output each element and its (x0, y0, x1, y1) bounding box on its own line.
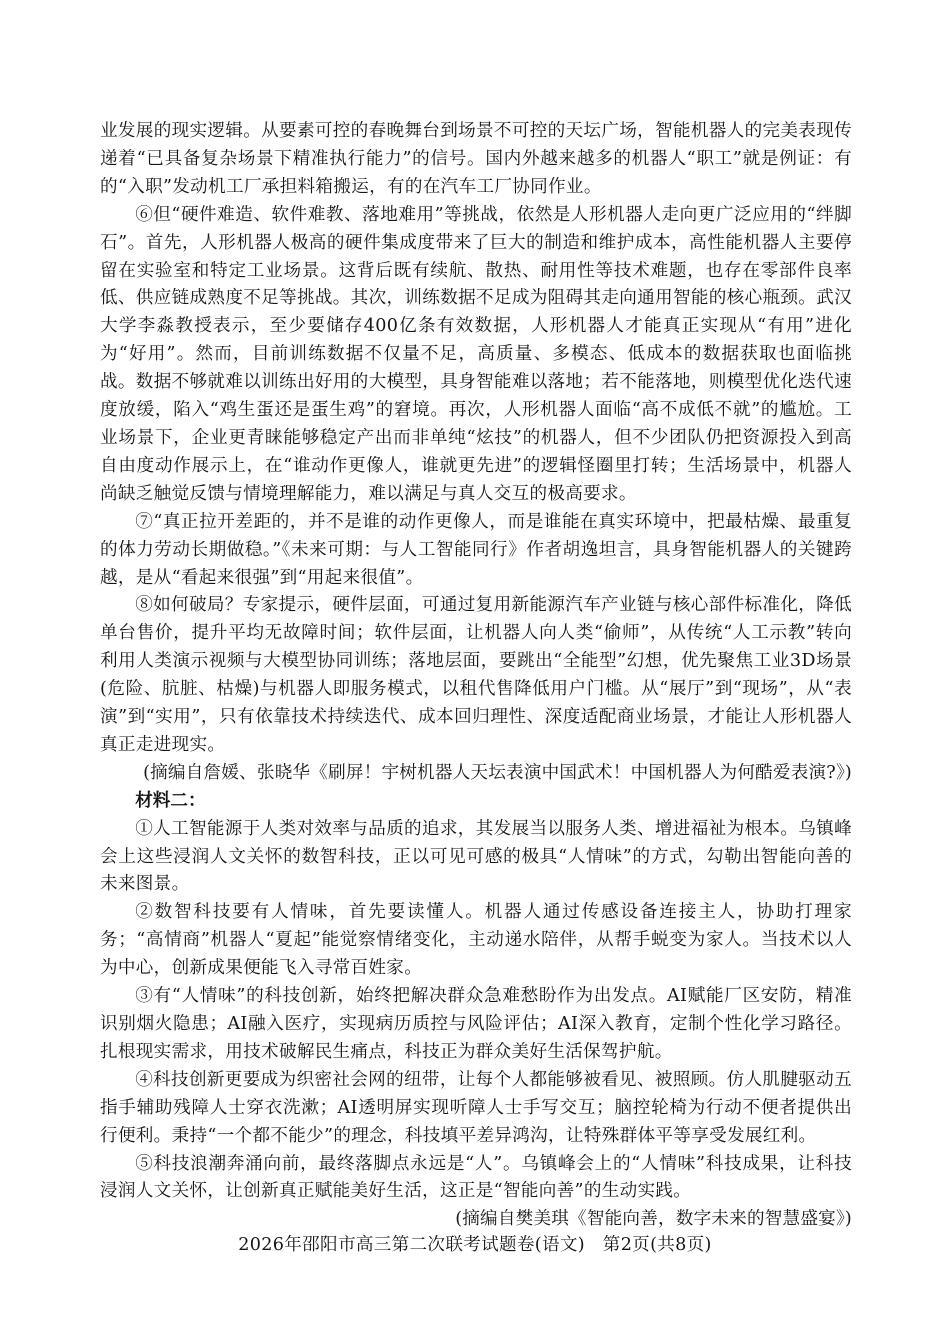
material-one-paragraph-8: ⑧如何破局？专家提示，硬件层面，可通过复用新能源汽车产业链与核心部件标准化，降低单台售价，提升平均无故障时间；软件层面，让机器人向人类“偷师”，从传统“人工示教”转向利用人类演示视频与大模型协同训练；落地层面，要跳出“全能型”幻想，优先聚焦工业3D场景(危险、肮脏、枯燥)与机器人即服务模式，以租代售降低用户门槛。从“展厅”到“现场”，从“表演”到“实用”，只有依靠技术持续迭代、成本回归理性、深度适配商业场景，才能让人形机器人真正走进现实。 (100, 595, 852, 755)
material-two-paragraph-5: ⑤科技浪潮奔涌向前，最终落脚点永远是“人”。乌镇峰会上的“人情味”科技成果，让科技浸润人文关怀，让创新真正赋能美好生活，这正是“智能向善”的生动实践。 (100, 1153, 852, 1202)
material-two-paragraph-4: ④科技创新更要成为织密社会网的纽带，让每个人都能够被看见、被照顾。仿人肌腱驱动五指手辅助残障人士穿衣洗漱；AI透明屏实现听障人士手写交互；脑控轮椅为行动不便者提供出行便利。秉持“一个都不能少”的理念，科技填平差异鸿沟，让特殊群体平等享受发展红利。 (100, 1069, 852, 1146)
material-two-paragraph-3: ③有“人情味”的科技创新，始终把解决群众急难愁盼作为出发点。AI赋能厂区安防，精准识别烟火隐患；AI融入医疗，实现病历质控与风险评估；AI深入教育，定制个性化学习路径。扎根现实需求，用技术破解民生痛点，科技正为群众美好生活保驾护航。 (100, 986, 852, 1062)
material-two-paragraph-2: ②数智科技要有人情味，首先要读懂人。机器人通过传感设备连接主人，协助打理家务；“高情商”机器人“夏起”能觉察情绪变化，主动递水陪伴，从帮手蜕变为家人。当技术以人为中心，创新成果便能飞入寻常百姓家。 (100, 902, 852, 979)
document-page (100, 118, 852, 1234)
material-one-source: (摘编自詹媛、张晓华《刷屏！宇树机器人天坛表演中国武术！中国机器人为何酷爱表演?》) (143, 762, 852, 783)
page-footer: 2026年邵阳市高三第二次联考试题卷(语文) 第2页(共8页) (238, 1235, 712, 1255)
material-one-paragraph-6: ⑥但“硬件难造、软件难教、落地难用”等挑战，依然是人形机器人走向更广泛应用的“绊脚石”。首先，人形机器人极高的硬件集成度带来了巨大的制造和维护成本，高性能机器人主要停留在实验室和特定工业场景。这背后既有续航、散热、耐用性等技术难题，也存在零部件良率低、供应链成熟度不足等挑战。其次，训练数据不足成为阻碍其走向通用智能的核心瓶颈。武汉大学李淼教授表示，至少要储存400亿条有效数据，人形机器人才能真正实现从“有用”进化为“好用”。然而，目前训练数据不仅量不足，高质量、多模态、低成本的数据获取也面临挑战。数据不够就难以训练出好用的大模型，具身智能难以落地；若不能落地，则模型优化迭代速度放缓，陷入“鸡生蛋还是蛋生鸡”的窘境。再次，人形机器人面临“高不成低不就”的尴尬。工业场景下，企业更青睐能够稳定产出而非单纯“炫技”的机器人，但不少团队仍把资源投入到高自由度动作展示上，在“谁动作更像人，谁就更先进”的逻辑怪圈里打转；生活场景中，机器人尚缺乏触觉反馈与情境理解能力，难以满足与真人交互的极高要求。 (100, 204, 852, 504)
material-one-paragraph-5-continued: 业发展的现实逻辑。从要素可控的春晚舞台到场景不可控的天坛广场，智能机器人的完美表现传递着“已具备复杂场景下精准执行能力”的信号。国内外越来越多的机器人“职工”就是例证：有的“入职”发动机工厂承担料箱搬运，有的在汽车工厂协同作业。 (100, 121, 852, 197)
material-one-paragraph-7: ⑦“真正拉开差距的，并不是谁的动作更像人，而是谁能在真实环境中，把最枯燥、最重复的体力劳动长期做稳。”《未来可期：与人工智能同行》作者胡逸坦言，具身智能机器人的关键跨越，是从“看起来很强”到“用起来很值”。 (100, 511, 852, 588)
material-two-heading: 材料二： (135, 790, 206, 811)
material-two-paragraph-1: ①人工智能源于人类对效率与品质的追求，其发展当以服务人类、增进福祉为根本。乌镇峰会上这些浸润人文关怀的数智科技，正以可见可感的极具“人情味”的方式，勾勒出智能向善的未来图景。 (100, 818, 852, 895)
material-two-source: (摘编自樊美琪《智能向善，数字未来的智慧盛宴》) (455, 1209, 852, 1230)
